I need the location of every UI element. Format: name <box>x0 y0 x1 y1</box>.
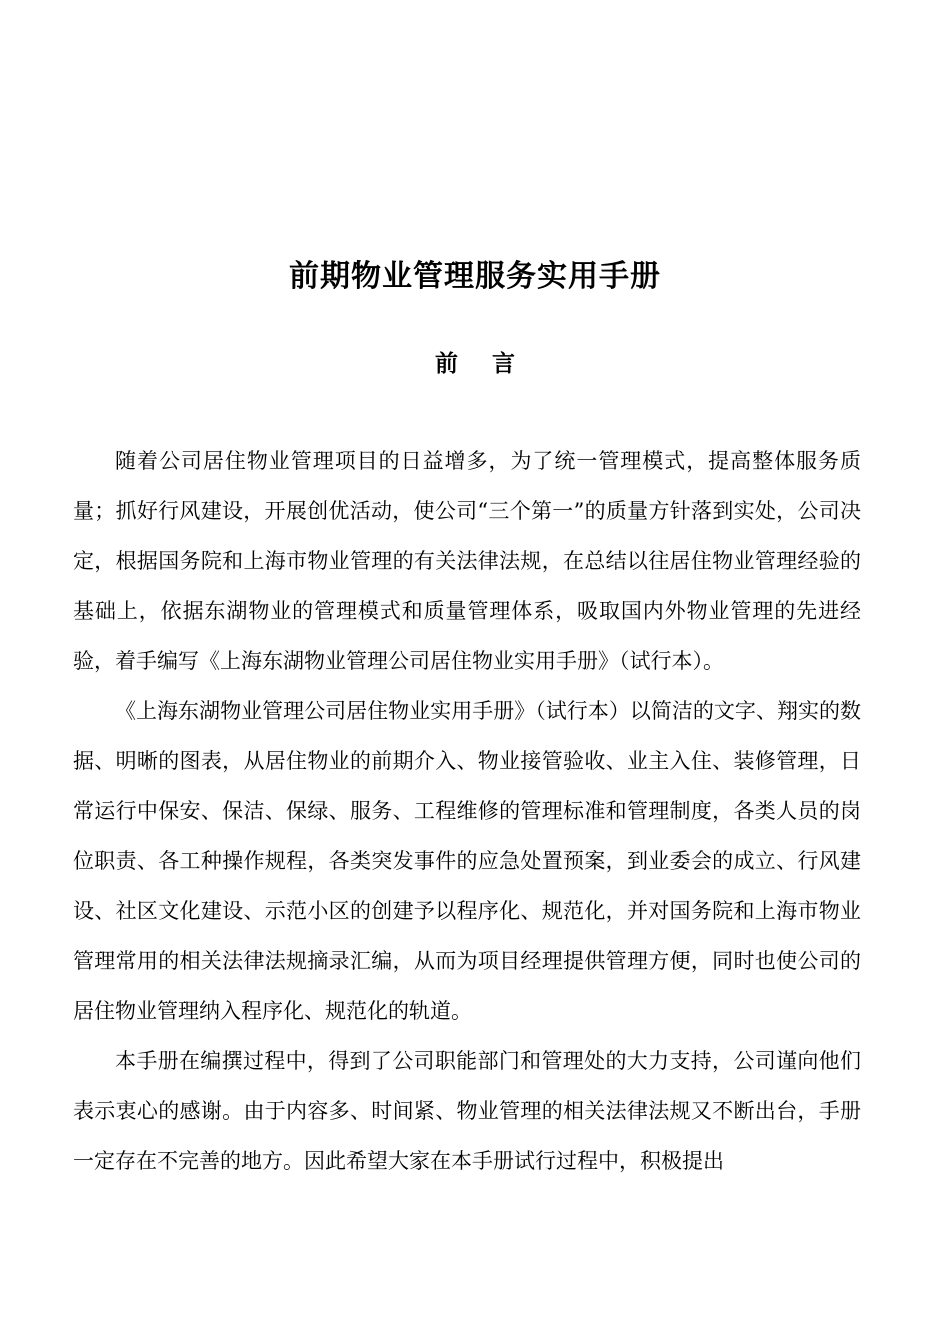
paragraph: 本手册在编撰过程中，得到了公司职能部门和管理处的大力支持，公司谨向他们表示衷心的感谢。由于内容多、时间紧、物业管理的相关法律法规又不断出台，手册一定存在不完善的地方。因此希望大家在本手册试行过程中，积极提出 <box>73 1049 861 1173</box>
section-heading-preface <box>0 344 950 384</box>
paragraph: 《上海东湖物业管理公司居住物业实用手册》（试行本）以简洁的文字、翔实的数据、明晰的图表，从居住物业的前期介入、物业接管验收、业主入住、装修管理，日常运行中保安、保洁、保绿、服务、工程维修的管理标准和管理制度，各类人员的岗位职责、各工种操作规程，各类突发事件的应急处置预案，到业委会的成立、行风建设、社区文化建设、示范小区的创建予以程序化、规范化，并对国务院和上海市物业管理常用的相关法律法规摘录汇编，从而为项目经理提供管理方便，同时也使公司的居住物业管理纳入程序化、规范化的轨道。 <box>73 699 861 1023</box>
preface-body <box>73 436 861 1186</box>
paragraph: 随着公司居住物业管理项目的日益增多，为了统一管理模式，提高整体服务质量；抓好行风建设，开展创优活动，使公司“三个第一”的质量方针落到实处，公司决定，根据国务院和上海市物业管理的有关法律法规，在总结以往居住物业管理经验的基础上，依据东湖物业的管理模式和质量管理体系，吸取国内外物业管理的先进经验，着手编写《上海东湖物业管理公司居住物业实用手册》（试行本）。 <box>73 449 861 673</box>
section-heading-char-2: 言 <box>492 351 515 377</box>
document-title: 前期物业管理服务实用手册 <box>289 259 661 294</box>
section-heading-char-1: 前 <box>435 351 458 377</box>
